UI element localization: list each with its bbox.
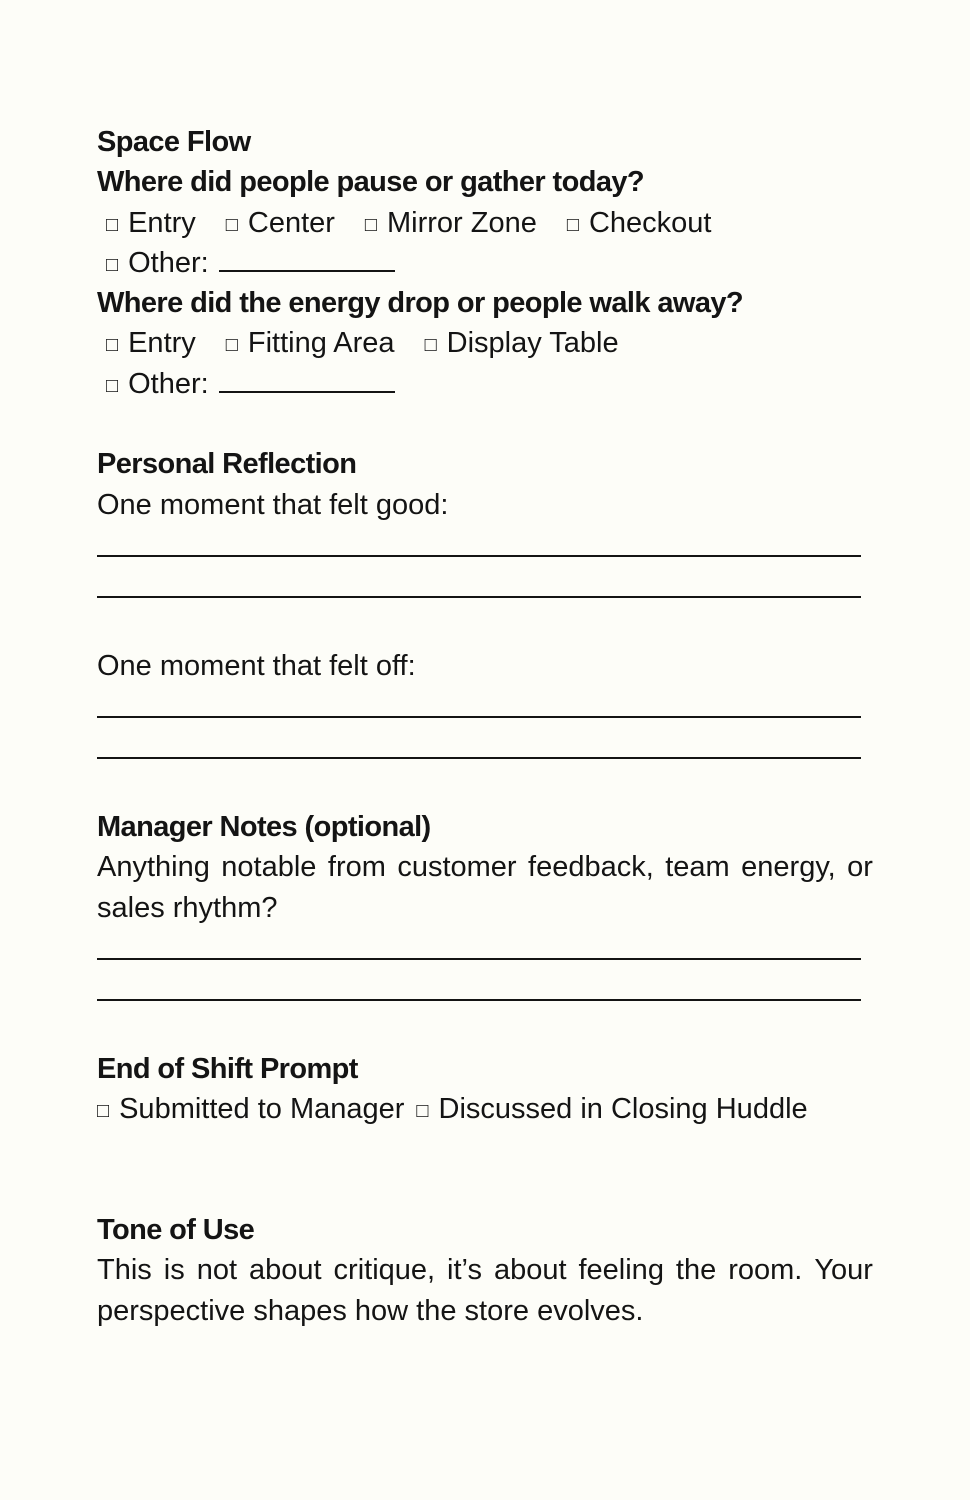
write-line[interactable] (97, 968, 873, 1008)
text-word: it’s (447, 1254, 482, 1287)
section-heading-manager-notes: Manager Notes (optional) (97, 811, 431, 844)
option-label: Discussed in Closing Huddle (438, 1093, 808, 1126)
text-word: about (493, 1254, 567, 1287)
other-blank-field[interactable] (219, 389, 395, 393)
option-label: Mirror Zone (387, 206, 537, 239)
section-heading-personal-reflection: Personal Reflection (97, 448, 357, 481)
section-heading-end-of-shift: End of Shift Prompt (97, 1052, 358, 1085)
spacer (97, 1170, 873, 1210)
checkbox-icon[interactable]: □ (225, 334, 238, 357)
checkbox-icon[interactable]: □ (566, 213, 579, 236)
checkbox-icon[interactable]: □ (225, 213, 238, 236)
text-word: This (97, 1254, 152, 1287)
checkbox-icon[interactable]: □ (424, 334, 437, 357)
option-label: Entry (128, 327, 196, 360)
spacer (97, 767, 873, 807)
checkbox-option-other[interactable] (106, 364, 395, 407)
option-label: Other: (128, 246, 209, 279)
option-label: Fitting Area (247, 327, 395, 360)
write-line[interactable] (97, 686, 873, 726)
section-heading-tone-of-use: Tone of Use (97, 1214, 255, 1247)
write-line-rule (97, 596, 861, 598)
question-pause-gather: Where did people pause or gather today? (97, 166, 645, 199)
option-label: Other: (128, 367, 209, 400)
question-energy-drop: Where did the energy drop or people walk away? (97, 287, 743, 320)
prompt-word: feedback, (528, 851, 654, 884)
end-of-shift-options (97, 1089, 873, 1129)
tone-of-use-text-line1 (97, 1250, 873, 1290)
write-line[interactable] (97, 928, 873, 968)
prompt-word: team (665, 851, 730, 884)
write-line-rule (97, 555, 861, 557)
checkbox-option-discussed[interactable] (416, 1089, 807, 1132)
write-line-rule (97, 716, 861, 718)
checkbox-option-entry[interactable] (106, 203, 196, 246)
prompt-word: customer (397, 851, 517, 884)
checkbox-icon[interactable]: □ (106, 334, 119, 357)
option-label: Entry (128, 206, 196, 239)
checkbox-option-other[interactable] (106, 243, 395, 286)
checkbox-option-center[interactable] (226, 203, 335, 246)
write-line[interactable] (97, 565, 873, 605)
option-label: Center (247, 206, 335, 239)
write-line-rule (97, 757, 861, 759)
text-word: not (196, 1254, 238, 1287)
text-word: about (248, 1254, 322, 1287)
prompt-word: Anything (97, 851, 210, 884)
manager-notes-prompt-line2: sales rhythm? (97, 891, 278, 924)
section-heading-space-flow: Space Flow (97, 126, 251, 158)
prompt-word: from (327, 851, 386, 884)
option-label: Submitted to Manager (119, 1093, 405, 1126)
reflection-form (97, 122, 873, 1331)
checkbox-option-mirror-zone[interactable] (365, 203, 537, 246)
checkbox-icon[interactable]: □ (106, 374, 119, 397)
options-pause-gather (97, 203, 873, 243)
spacer (97, 606, 873, 646)
checkbox-icon[interactable]: □ (97, 1100, 110, 1123)
text-word: Your (814, 1254, 873, 1287)
tone-of-use-text-line2: perspective shapes how the store evolves. (97, 1294, 644, 1327)
options-energy-drop (97, 323, 873, 363)
text-word: is (163, 1254, 185, 1287)
write-line-rule (97, 999, 861, 1001)
checkbox-option-checkout[interactable] (567, 203, 712, 246)
write-line-rule (97, 958, 861, 960)
write-line[interactable] (97, 525, 873, 565)
text-word: critique, (333, 1254, 436, 1287)
checkbox-option-entry[interactable] (106, 323, 196, 366)
checkbox-option-display-table[interactable] (425, 323, 619, 366)
checkbox-option-fitting-area[interactable] (226, 323, 395, 366)
checkbox-icon[interactable]: □ (106, 253, 119, 276)
other-row-energy-drop (97, 364, 873, 404)
option-label: Display Table (446, 327, 619, 360)
prompt-felt-off: One moment that felt off: (97, 649, 416, 682)
write-line[interactable] (97, 726, 873, 766)
prompt-word: notable (221, 851, 317, 884)
manager-notes-prompt-line1 (97, 847, 873, 887)
spacer (97, 1129, 873, 1169)
prompt-word: energy, (741, 851, 836, 884)
text-word: room. (728, 1254, 803, 1287)
checkbox-icon[interactable]: □ (364, 213, 378, 236)
other-row-pause-gather (97, 243, 873, 283)
text-word: feeling (578, 1254, 664, 1287)
prompt-word: or (847, 851, 873, 884)
other-blank-field[interactable] (219, 268, 395, 272)
prompt-felt-good: One moment that felt good: (97, 488, 449, 521)
checkbox-option-submitted[interactable] (97, 1089, 404, 1132)
option-label: Checkout (588, 206, 712, 239)
checkbox-icon[interactable]: □ (416, 1100, 429, 1123)
spacer (97, 404, 873, 444)
text-word: the (675, 1254, 717, 1287)
checkbox-icon[interactable]: □ (106, 213, 119, 236)
spacer (97, 1009, 873, 1049)
